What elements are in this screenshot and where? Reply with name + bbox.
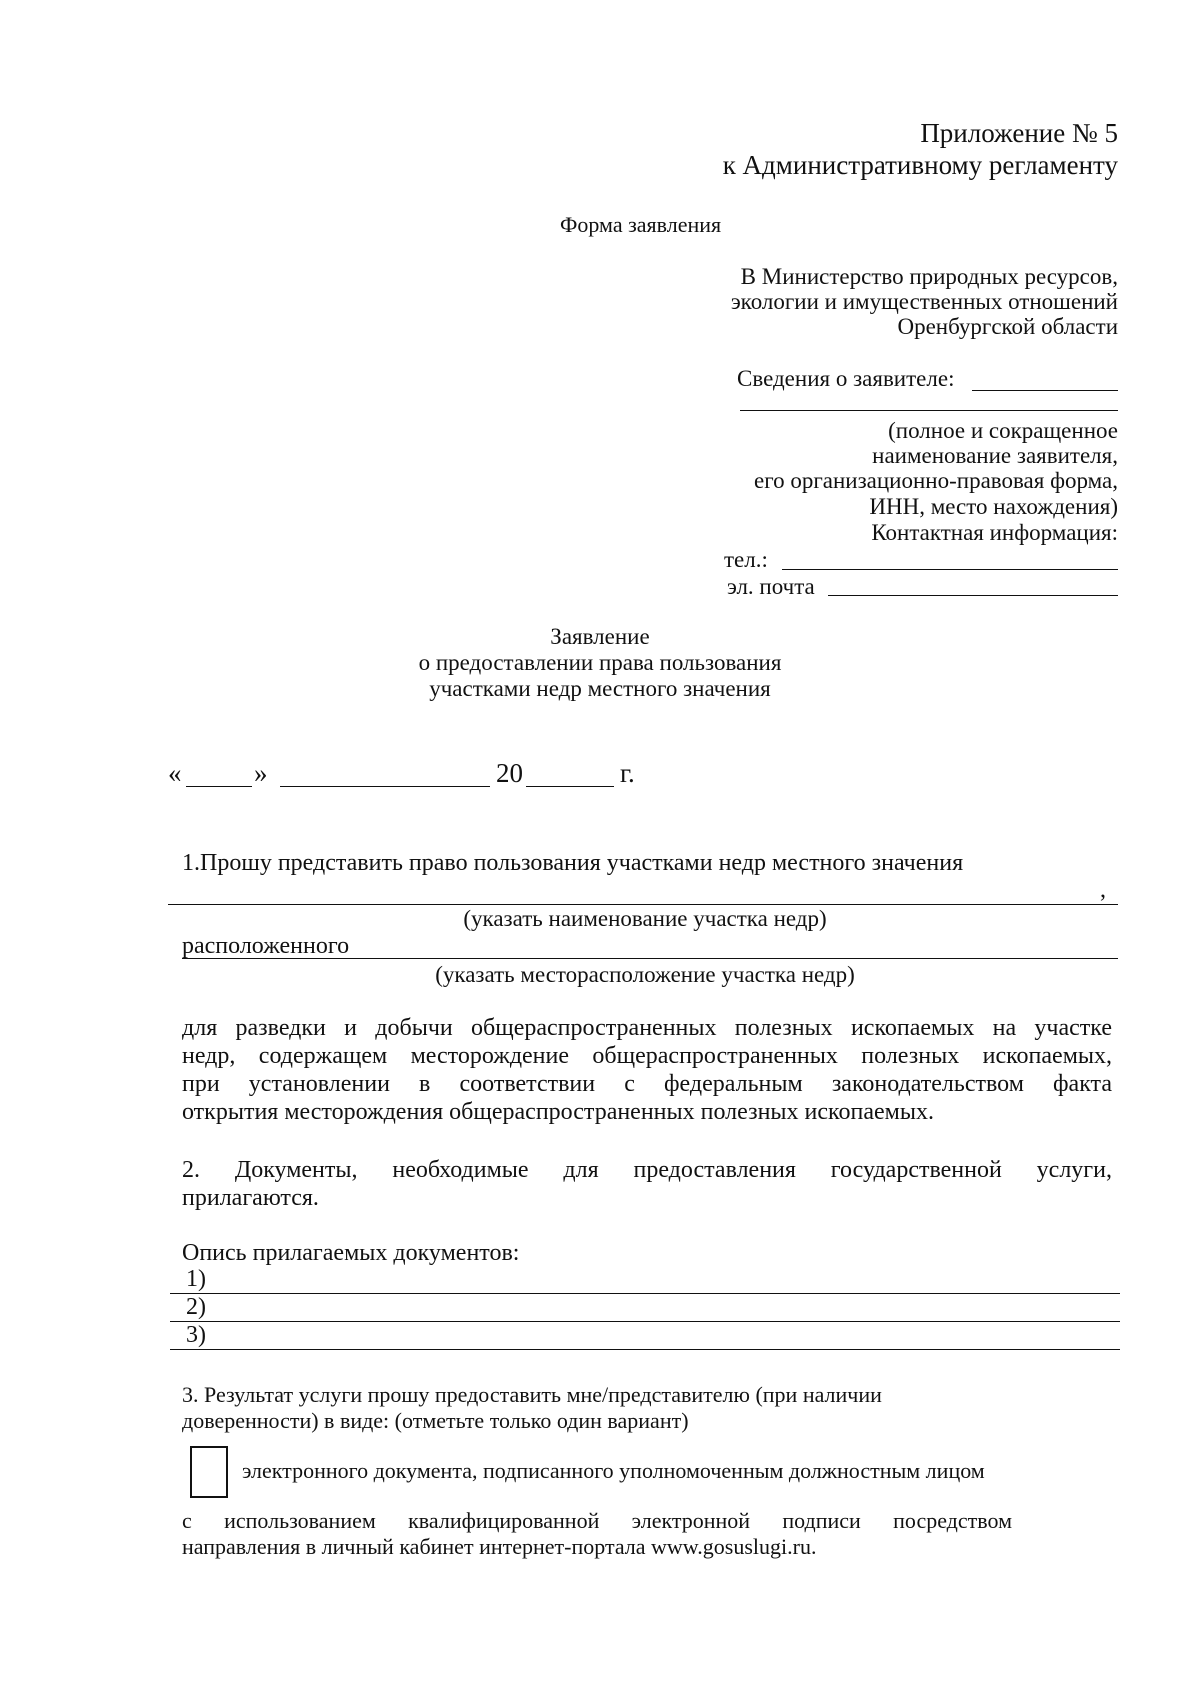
- recipient-line-3: Оренбургской области: [897, 314, 1118, 339]
- inventory-item-3-number: 3): [186, 1322, 206, 1348]
- section-1-text: 1.Прошу представить право пользования участками недр местного значения: [182, 850, 964, 876]
- email-label: эл. почта: [727, 574, 815, 599]
- appendix-reference: к Административному регламенту: [722, 150, 1118, 180]
- electronic-document-option: электронного документа, подписанного уполномоченным должностным лицом: [242, 1458, 985, 1483]
- section-1-para-2: недр, содержащем месторождение общераспространенных полезных ископаемых,: [182, 1043, 1112, 1069]
- contact-label: Контактная информация:: [871, 520, 1118, 545]
- phone-label: тел.:: [724, 547, 768, 572]
- statement-title: Заявление: [550, 624, 650, 649]
- applicant-name-line-2[interactable]: [740, 410, 1118, 411]
- section-2-line-1: 2. Документы, необходимые для предоставления государственной услуги,: [182, 1157, 1112, 1183]
- subsoil-name-hint: (указать наименование участка недр): [463, 906, 827, 931]
- section-1-para-4: открытия месторождения общераспространенных полезных ископаемых.: [182, 1099, 934, 1125]
- applicant-name-line[interactable]: [972, 390, 1118, 391]
- applicant-label: Сведения о заявителе:: [737, 366, 955, 391]
- recipient-line-2: экологии и имущественных отношений: [730, 289, 1118, 314]
- phone-field-line[interactable]: [782, 569, 1118, 570]
- form-label: Форма заявления: [560, 212, 722, 237]
- section-2-line-2: прилагаются.: [182, 1185, 319, 1211]
- statement-subtitle-1: о предоставлении права пользования: [418, 650, 782, 675]
- email-field-line[interactable]: [828, 595, 1118, 596]
- applicant-hint-2: наименование заявителя,: [872, 443, 1118, 468]
- subsoil-name-field[interactable]: [168, 904, 1118, 905]
- date-day-field[interactable]: [186, 786, 252, 787]
- applicant-hint-1: (полное и сокращенное: [888, 418, 1118, 443]
- located-label: расположенного: [182, 933, 350, 959]
- section-1-para-3: при установлении в соответствии с федеральным законодательством факта: [182, 1071, 1112, 1097]
- inventory-item-2-line[interactable]: [170, 1321, 1120, 1322]
- date-open-quote: «: [168, 758, 182, 788]
- inventory-label: Опись прилагаемых документов:: [182, 1240, 520, 1266]
- section-3-line-2: доверенности) в виде: (отметьте только один вариант): [182, 1408, 689, 1433]
- date-month-field[interactable]: [280, 786, 490, 787]
- inventory-item-1-line[interactable]: [170, 1293, 1120, 1294]
- date-year-field[interactable]: [526, 786, 614, 787]
- statement-subtitle-2: участками недр местного значения: [429, 676, 771, 701]
- date-year-suffix: г.: [620, 758, 635, 788]
- applicant-hint-3: его организационно-правовая форма,: [754, 468, 1118, 493]
- applicant-hint-4: ИНН, место нахождения): [869, 494, 1118, 519]
- section-3-cont-2: направления в личный кабинет интернет-портала www.gosuslugi.ru.: [182, 1534, 817, 1559]
- section-3-cont-1: с использованием квалифицированной электронной подписи посредством: [182, 1508, 1012, 1533]
- section-1-comma: ,: [1100, 877, 1106, 903]
- recipient-line-1: В Министерство природных ресурсов,: [740, 264, 1118, 289]
- inventory-item-3-line[interactable]: [170, 1349, 1120, 1350]
- subsoil-location-field[interactable]: [182, 958, 1118, 959]
- subsoil-location-hint: (указать месторасположение участка недр): [435, 962, 855, 987]
- electronic-document-checkbox[interactable]: [190, 1446, 228, 1498]
- date-close-quote: »: [254, 758, 268, 788]
- section-3-line-1: 3. Результат услуги прошу предоставить мне/представителю (при наличии: [182, 1382, 882, 1407]
- appendix-number: Приложение № 5: [920, 118, 1118, 148]
- inventory-item-2-number: 2): [186, 1294, 206, 1320]
- inventory-item-1-number: 1): [186, 1266, 206, 1292]
- section-1-para-1: для разведки и добычи общераспространенных полезных ископаемых на участке: [182, 1015, 1112, 1041]
- date-year-prefix: 20: [496, 758, 523, 788]
